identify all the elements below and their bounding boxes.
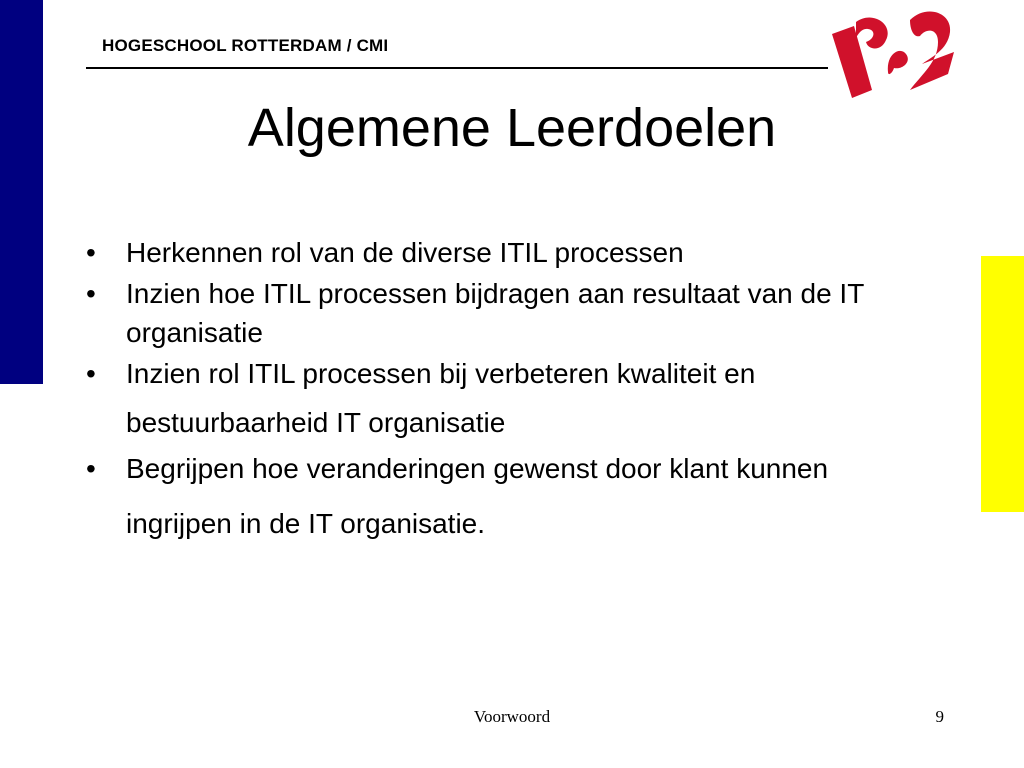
list-item <box>86 349 916 449</box>
bullet-text: Inzien rol ITIL processen bij verbeteren kwaliteit en bestuurbaarheid IT organisatie <box>126 357 756 439</box>
list-item <box>86 274 916 352</box>
page-number: 9 <box>935 707 944 726</box>
bullet-text: Inzien hoe ITIL processen bijdragen aan resultaat van de IT organisatie <box>126 278 864 349</box>
list-item <box>86 233 916 272</box>
bullet-text: Begrijpen hoe veranderingen gewenst door klant kunnen ingrijpen in de IT organisatie. <box>126 453 829 540</box>
left-accent-bar <box>0 0 43 384</box>
bullet-dot: • <box>86 278 96 310</box>
hogeschool-rotterdam-logo-icon <box>828 4 958 98</box>
bullet-dot: • <box>86 237 96 268</box>
bullet-list <box>86 233 916 552</box>
footer-section: Voorwoord <box>473 707 551 726</box>
list-item <box>86 442 916 552</box>
header-institution: HOGESCHOOL ROTTERDAM / CMI <box>102 36 389 55</box>
bullet-text: Herkennen rol van de diverse ITIL processen <box>126 237 684 268</box>
bullet-dot: • <box>86 453 96 485</box>
slide-title: Algemene Leerdoelen <box>247 98 777 158</box>
header-divider <box>86 67 828 69</box>
bullet-dot: • <box>86 357 96 389</box>
right-accent-bar <box>981 256 1024 512</box>
